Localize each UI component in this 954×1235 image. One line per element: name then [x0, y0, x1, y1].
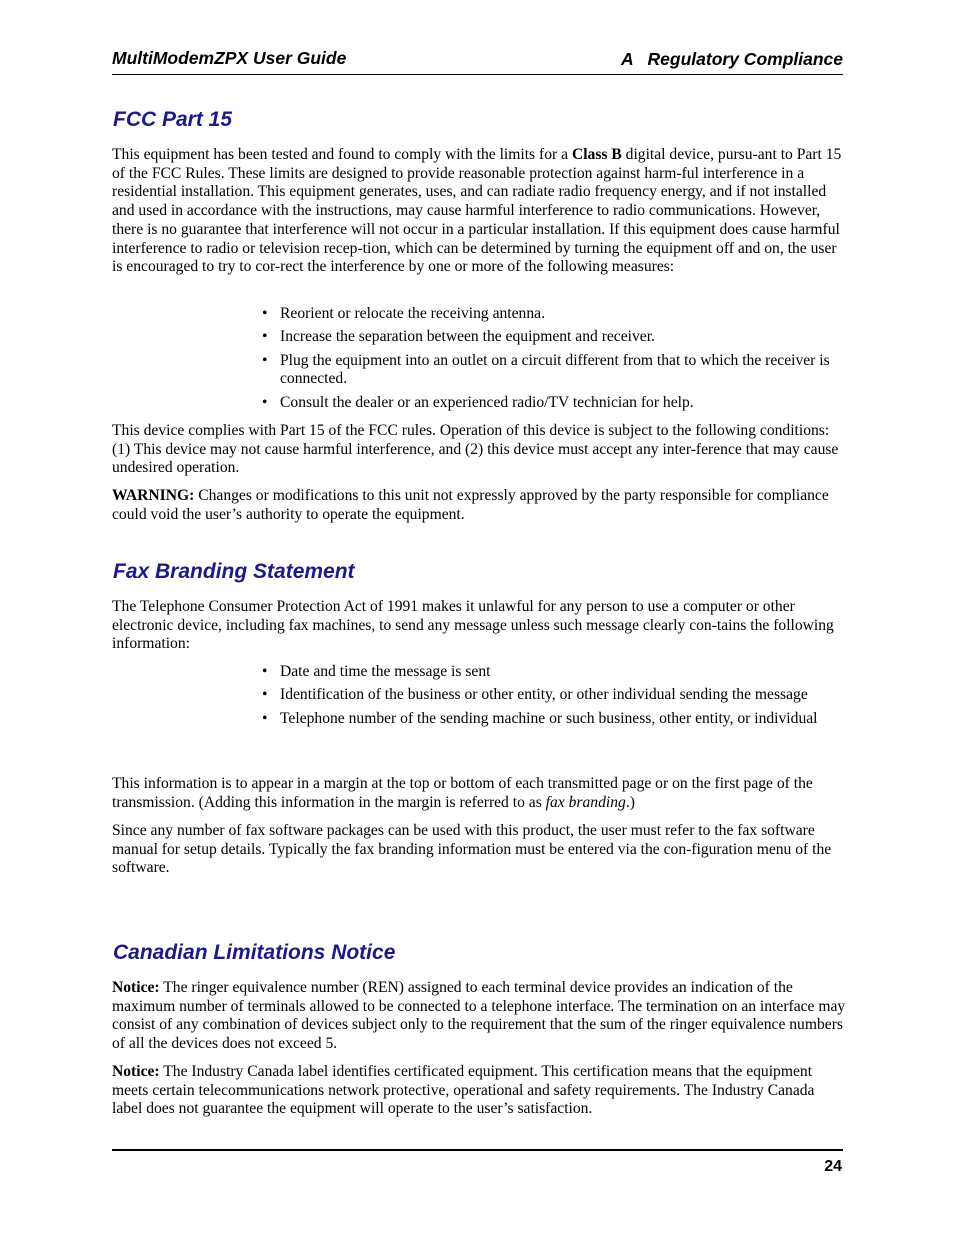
fax-paragraph-1: The Telephone Consumer Protection Act of 1991 makes it unlawful for any person to use a computer or other electronic device, including fax machines, to send any message unless such message clearly con-tains the following information: — [112, 598, 834, 653]
canada-section-title: Canadian Limitations Notice — [113, 941, 396, 964]
list-item: • Reorient or relocate the receiving antenna. — [262, 305, 847, 324]
chapter-title: A Regulatory Compliance — [620, 49, 843, 69]
canada-notice-2 — [112, 1063, 847, 1119]
fcc-measures-list — [262, 305, 847, 417]
list-item: • Telephone number of the sending machine or such business, other entity, or individual — [262, 710, 847, 729]
list-item: • Increase the separation between the equipment and receiver. — [262, 328, 847, 347]
list-item: • Plug the equipment into an outlet on a circuit different from that to which the receiver is connected. — [262, 352, 847, 389]
canada-notice-1 — [112, 979, 847, 1054]
page-number: 24 — [824, 1158, 842, 1175]
fcc-paragraph-1 — [112, 146, 847, 277]
fax-p2-text-a: This information is to appear in a margin at the top or bottom of each transmitted page or on the first page of the transmission. (Adding this information in the margin is referred to as — [112, 775, 813, 811]
list-item: • Consult the dealer or an experienced radio/TV technician for help. — [262, 394, 847, 413]
warning-text: Changes or modifications to this unit not expressly approved by the party responsible for compliance could void the user’s authority to operate the equipment. — [112, 487, 829, 523]
fcc-paragraph-2: This device complies with Part 15 of the FCC rules. Operation of this device is subject to the following conditions: (1) This device may not cause harmful interference, and (2) this device must accept any inter-ference that may cause undesired operation. — [112, 422, 839, 477]
notice-text: The ringer equivalence number (REN) assigned to each terminal device provides an indication of the maximum number of terminals allowed to be connected to a telephone interface. The termination on an interface may consist of any combination of devices subject only to the requirement that the sum of the ringer equivalence numbers of all the devices does not exceed 5. — [112, 979, 846, 1053]
fcc-p1-text-a: This equipment has been tested and found to comply with the limits for a — [112, 146, 572, 163]
document-title: MultiModemZPX User Guide — [112, 48, 347, 68]
footer-divider — [112, 1149, 843, 1151]
fcc-section-title: FCC Part 15 — [113, 108, 233, 131]
notice-label: Notice: — [112, 979, 160, 996]
fax-section-title: Fax Branding Statement — [113, 560, 355, 583]
warning-label: WARNING: — [112, 487, 195, 504]
fax-info-list — [262, 663, 847, 733]
list-item: • Date and time the message is sent — [262, 663, 847, 682]
fcc-class-b: Class B — [571, 146, 622, 163]
fax-paragraph-3: Since any number of fax software packages can be used with this product, the user must refer to the fax software manual for setup details. Typically the fax branding information must be entered via the con-figuration menu of the software. — [112, 822, 832, 877]
page-header — [112, 48, 843, 75]
fcc-p1-text-c: digital device, pursu-ant to Part 15 of the FCC Rules. These limits are designed to provide reasonable protection against harm-ful interference in a residential installation. This equipment generates, uses, and can radiate radio frequency energy, and if not installed and used in accordance with the instructions, may cause harmful interference to radio communications. However, there is no guarantee that interference will not occur in a particular installation. If this equipment does cause harmful interference to radio or television recep-tion, which can be determined by turning the equipment off and on, the user is encouraged to try to cor-rect the interference by one or more of the following measures: — [112, 146, 842, 276]
fax-branding-term: fax branding — [545, 793, 626, 811]
notice-label: Notice: — [112, 1063, 160, 1080]
notice-text: The Industry Canada label identifies certificated equipment. This certification means that the equipment meets certain telecommunications network protective, operational and safety requirements. The Industry Canada label does not guarantee the equipment will operate to the user’s satisfaction. — [112, 1063, 815, 1118]
fax-paragraph-2 — [112, 775, 847, 812]
fcc-warning — [112, 487, 847, 524]
list-item: • Identification of the business or other entity, or other individual sending the message — [262, 686, 847, 705]
fax-p2-text-c: .) — [625, 793, 635, 811]
